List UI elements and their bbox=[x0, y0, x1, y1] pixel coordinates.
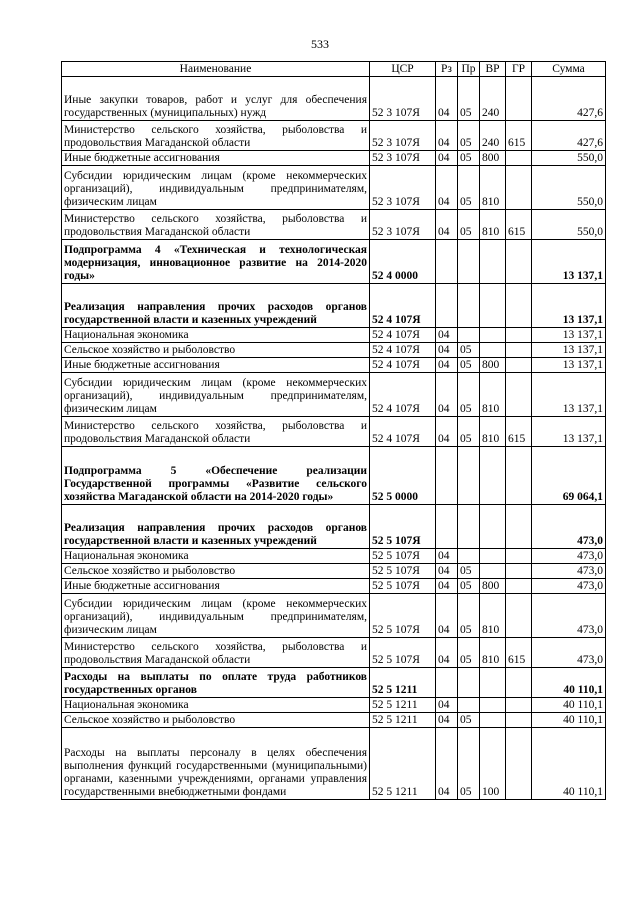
table-row bbox=[62, 417, 606, 447]
cell-csr: 52 3 107Я bbox=[370, 121, 436, 151]
table-row bbox=[62, 447, 606, 505]
cell-name: Расходы на выплаты по оплате труда работников государственных органов bbox=[62, 668, 370, 698]
cell-gr: 615 bbox=[506, 638, 532, 668]
cell-sum: 13 137,1 bbox=[532, 328, 606, 343]
cell-pr bbox=[458, 698, 480, 713]
cell-sum: 13 137,1 bbox=[532, 240, 606, 284]
budget-table bbox=[61, 61, 606, 800]
cell-vr: 810 bbox=[480, 210, 506, 240]
header-vr: ВР bbox=[480, 62, 506, 77]
header-pr: Пр bbox=[458, 62, 480, 77]
cell-gr bbox=[506, 328, 532, 343]
table-row bbox=[62, 358, 606, 373]
cell-gr: 615 bbox=[506, 417, 532, 447]
cell-csr: 52 3 107Я bbox=[370, 166, 436, 210]
cell-gr bbox=[506, 151, 532, 166]
cell-sum: 13 137,1 bbox=[532, 358, 606, 373]
cell-rz bbox=[436, 505, 458, 549]
cell-rz: 04 bbox=[436, 579, 458, 594]
cell-name: Иные закупки товаров, работ и услуг для обеспечения государственных (муниципальных) нужд bbox=[62, 77, 370, 121]
cell-gr bbox=[506, 564, 532, 579]
cell-rz: 04 bbox=[436, 166, 458, 210]
cell-name: Реализация направления прочих расходов органов государственной власти и казенных учреждений bbox=[62, 284, 370, 328]
cell-sum: 13 137,1 bbox=[532, 343, 606, 358]
cell-pr bbox=[458, 240, 480, 284]
cell-rz bbox=[436, 284, 458, 328]
cell-name: Субсидии юридическим лицам (кроме некоммерческих организаций), индивидуальным предпринимателям, физическим лицам bbox=[62, 166, 370, 210]
cell-gr: 615 bbox=[506, 121, 532, 151]
table-row bbox=[62, 284, 606, 328]
cell-csr: 52 5 0000 bbox=[370, 447, 436, 505]
cell-gr bbox=[506, 77, 532, 121]
cell-name: Субсидии юридическим лицам (кроме некоммерческих организаций), индивидуальным предпринимателям, физическим лицам bbox=[62, 373, 370, 417]
cell-gr: 615 bbox=[506, 210, 532, 240]
cell-csr: 52 5 107Я bbox=[370, 638, 436, 668]
cell-vr: 810 bbox=[480, 417, 506, 447]
header-rz: Рз bbox=[436, 62, 458, 77]
cell-rz: 04 bbox=[436, 698, 458, 713]
cell-pr: 05 bbox=[458, 77, 480, 121]
cell-vr: 810 bbox=[480, 638, 506, 668]
cell-sum: 473,0 bbox=[532, 505, 606, 549]
cell-rz: 04 bbox=[436, 373, 458, 417]
cell-sum: 40 110,1 bbox=[532, 728, 606, 800]
cell-sum: 13 137,1 bbox=[532, 284, 606, 328]
cell-rz bbox=[436, 447, 458, 505]
cell-vr: 800 bbox=[480, 151, 506, 166]
cell-rz: 04 bbox=[436, 564, 458, 579]
cell-vr bbox=[480, 284, 506, 328]
table-row bbox=[62, 343, 606, 358]
cell-gr bbox=[506, 166, 532, 210]
cell-sum: 550,0 bbox=[532, 151, 606, 166]
cell-name: Сельское хозяйство и рыболовство bbox=[62, 564, 370, 579]
cell-csr: 52 4 107Я bbox=[370, 343, 436, 358]
cell-rz: 04 bbox=[436, 343, 458, 358]
table-row bbox=[62, 166, 606, 210]
cell-rz bbox=[436, 668, 458, 698]
cell-name: Иные бюджетные ассигнования bbox=[62, 358, 370, 373]
cell-csr: 52 5 1211 bbox=[370, 668, 436, 698]
cell-vr bbox=[480, 668, 506, 698]
cell-rz: 04 bbox=[436, 328, 458, 343]
cell-rz: 04 bbox=[436, 713, 458, 728]
cell-pr: 05 bbox=[458, 579, 480, 594]
cell-sum: 473,0 bbox=[532, 638, 606, 668]
cell-rz: 04 bbox=[436, 549, 458, 564]
cell-sum: 40 110,1 bbox=[532, 668, 606, 698]
cell-csr: 52 5 1211 bbox=[370, 713, 436, 728]
table-row bbox=[62, 564, 606, 579]
table-row bbox=[62, 121, 606, 151]
cell-rz: 04 bbox=[436, 728, 458, 800]
cell-csr: 52 4 107Я bbox=[370, 373, 436, 417]
table-row bbox=[62, 638, 606, 668]
cell-rz: 04 bbox=[436, 594, 458, 638]
table-row bbox=[62, 328, 606, 343]
cell-sum: 473,0 bbox=[532, 564, 606, 579]
cell-name: Сельское хозяйство и рыболовство bbox=[62, 713, 370, 728]
cell-sum: 550,0 bbox=[532, 210, 606, 240]
table-row bbox=[62, 713, 606, 728]
cell-vr: 240 bbox=[480, 77, 506, 121]
cell-pr bbox=[458, 284, 480, 328]
cell-gr bbox=[506, 549, 532, 564]
cell-gr bbox=[506, 668, 532, 698]
cell-pr: 05 bbox=[458, 358, 480, 373]
cell-rz: 04 bbox=[436, 417, 458, 447]
cell-pr: 05 bbox=[458, 713, 480, 728]
cell-sum: 13 137,1 bbox=[532, 373, 606, 417]
cell-gr bbox=[506, 505, 532, 549]
cell-vr bbox=[480, 564, 506, 579]
table-body bbox=[62, 77, 606, 800]
cell-sum: 427,6 bbox=[532, 121, 606, 151]
table-row bbox=[62, 579, 606, 594]
cell-pr bbox=[458, 447, 480, 505]
cell-vr: 800 bbox=[480, 579, 506, 594]
cell-gr bbox=[506, 594, 532, 638]
cell-pr: 05 bbox=[458, 564, 480, 579]
table-row bbox=[62, 240, 606, 284]
cell-sum: 550,0 bbox=[532, 166, 606, 210]
cell-pr: 05 bbox=[458, 417, 480, 447]
cell-vr bbox=[480, 328, 506, 343]
cell-vr bbox=[480, 343, 506, 358]
table-row bbox=[62, 373, 606, 417]
cell-gr bbox=[506, 343, 532, 358]
cell-csr: 52 5 1211 bbox=[370, 698, 436, 713]
cell-pr: 05 bbox=[458, 166, 480, 210]
cell-sum: 473,0 bbox=[532, 594, 606, 638]
table-row bbox=[62, 594, 606, 638]
cell-vr bbox=[480, 698, 506, 713]
cell-csr: 52 4 107Я bbox=[370, 284, 436, 328]
cell-sum: 69 064,1 bbox=[532, 447, 606, 505]
cell-csr: 52 5 107Я bbox=[370, 594, 436, 638]
cell-pr: 05 bbox=[458, 373, 480, 417]
cell-gr bbox=[506, 579, 532, 594]
cell-csr: 52 5 1211 bbox=[370, 728, 436, 800]
cell-csr: 52 3 107Я bbox=[370, 151, 436, 166]
cell-rz: 04 bbox=[436, 358, 458, 373]
table-row bbox=[62, 151, 606, 166]
cell-csr: 52 5 107Я bbox=[370, 564, 436, 579]
cell-vr bbox=[480, 713, 506, 728]
cell-vr: 800 bbox=[480, 358, 506, 373]
cell-rz: 04 bbox=[436, 121, 458, 151]
table-row bbox=[62, 549, 606, 564]
cell-pr: 05 bbox=[458, 728, 480, 800]
table-row bbox=[62, 505, 606, 549]
cell-pr: 05 bbox=[458, 151, 480, 166]
cell-name: Министерство сельского хозяйства, рыболовства и продовольствия Магаданской области bbox=[62, 417, 370, 447]
cell-name: Министерство сельского хозяйства, рыболовства и продовольствия Магаданской области bbox=[62, 638, 370, 668]
cell-vr bbox=[480, 240, 506, 284]
cell-name: Иные бюджетные ассигнования bbox=[62, 151, 370, 166]
cell-name: Сельское хозяйство и рыболовство bbox=[62, 343, 370, 358]
cell-vr: 810 bbox=[480, 166, 506, 210]
cell-csr: 52 4 107Я bbox=[370, 328, 436, 343]
cell-vr bbox=[480, 505, 506, 549]
cell-name: Субсидии юридическим лицам (кроме некоммерческих организаций), индивидуальным предпринимателям, физическим лицам bbox=[62, 594, 370, 638]
cell-pr bbox=[458, 505, 480, 549]
table-row bbox=[62, 77, 606, 121]
table-row bbox=[62, 210, 606, 240]
cell-gr bbox=[506, 358, 532, 373]
cell-name: Расходы на выплаты персоналу в целях обеспечения выполнения функций государственными (муниципальными) органами, казенными учреждениями, органами управления государственными внебюджетными фондами bbox=[62, 728, 370, 800]
table-row bbox=[62, 698, 606, 713]
cell-gr bbox=[506, 728, 532, 800]
cell-name: Национальная экономика bbox=[62, 549, 370, 564]
cell-sum: 473,0 bbox=[532, 579, 606, 594]
cell-pr bbox=[458, 549, 480, 564]
header-sum: Сумма bbox=[532, 62, 606, 77]
cell-gr bbox=[506, 447, 532, 505]
cell-csr: 52 5 107Я bbox=[370, 549, 436, 564]
cell-name: Иные бюджетные ассигнования bbox=[62, 579, 370, 594]
cell-rz bbox=[436, 240, 458, 284]
cell-name: Национальная экономика bbox=[62, 698, 370, 713]
cell-name: Подпрограмма 4 «Техническая и технологическая модернизация, инновационное развитие на 2014-2020 годы» bbox=[62, 240, 370, 284]
cell-name: Министерство сельского хозяйства, рыболовства и продовольствия Магаданской области bbox=[62, 210, 370, 240]
cell-name: Национальная экономика bbox=[62, 328, 370, 343]
cell-pr: 05 bbox=[458, 343, 480, 358]
header-name: Наименование bbox=[62, 62, 370, 77]
cell-sum: 427,6 bbox=[532, 77, 606, 121]
cell-sum: 473,0 bbox=[532, 549, 606, 564]
cell-gr bbox=[506, 284, 532, 328]
cell-csr: 52 4 107Я bbox=[370, 358, 436, 373]
cell-pr bbox=[458, 328, 480, 343]
table-header-row bbox=[62, 62, 606, 77]
cell-csr: 52 4 107Я bbox=[370, 417, 436, 447]
cell-sum: 40 110,1 bbox=[532, 713, 606, 728]
cell-rz: 04 bbox=[436, 77, 458, 121]
table-row bbox=[62, 728, 606, 800]
cell-gr bbox=[506, 240, 532, 284]
table-row bbox=[62, 668, 606, 698]
cell-pr: 05 bbox=[458, 210, 480, 240]
cell-csr: 52 5 107Я bbox=[370, 579, 436, 594]
cell-vr bbox=[480, 447, 506, 505]
cell-csr: 52 3 107Я bbox=[370, 77, 436, 121]
cell-vr: 100 bbox=[480, 728, 506, 800]
cell-gr bbox=[506, 373, 532, 417]
cell-csr: 52 3 107Я bbox=[370, 210, 436, 240]
cell-csr: 52 5 107Я bbox=[370, 505, 436, 549]
cell-pr: 05 bbox=[458, 594, 480, 638]
cell-name: Министерство сельского хозяйства, рыболовства и продовольствия Магаданской области bbox=[62, 121, 370, 151]
cell-csr: 52 4 0000 bbox=[370, 240, 436, 284]
cell-sum: 40 110,1 bbox=[532, 698, 606, 713]
cell-vr: 240 bbox=[480, 121, 506, 151]
cell-name: Реализация направления прочих расходов органов государственной власти и казенных учреждений bbox=[62, 505, 370, 549]
header-gr: ГР bbox=[506, 62, 532, 77]
cell-vr bbox=[480, 549, 506, 564]
cell-name: Подпрограмма 5 «Обеспечение реализации Государственной программы «Развитие сельского хозяйства Магаданской области на 2014-2020 годы» bbox=[62, 447, 370, 505]
cell-sum: 13 137,1 bbox=[532, 417, 606, 447]
page-number: 533 bbox=[311, 37, 329, 51]
cell-vr: 810 bbox=[480, 594, 506, 638]
cell-pr bbox=[458, 668, 480, 698]
header-csr: ЦСР bbox=[370, 62, 436, 77]
cell-pr: 05 bbox=[458, 121, 480, 151]
cell-rz: 04 bbox=[436, 151, 458, 166]
cell-gr bbox=[506, 698, 532, 713]
cell-rz: 04 bbox=[436, 638, 458, 668]
cell-rz: 04 bbox=[436, 210, 458, 240]
cell-gr bbox=[506, 713, 532, 728]
cell-vr: 810 bbox=[480, 373, 506, 417]
cell-pr: 05 bbox=[458, 638, 480, 668]
